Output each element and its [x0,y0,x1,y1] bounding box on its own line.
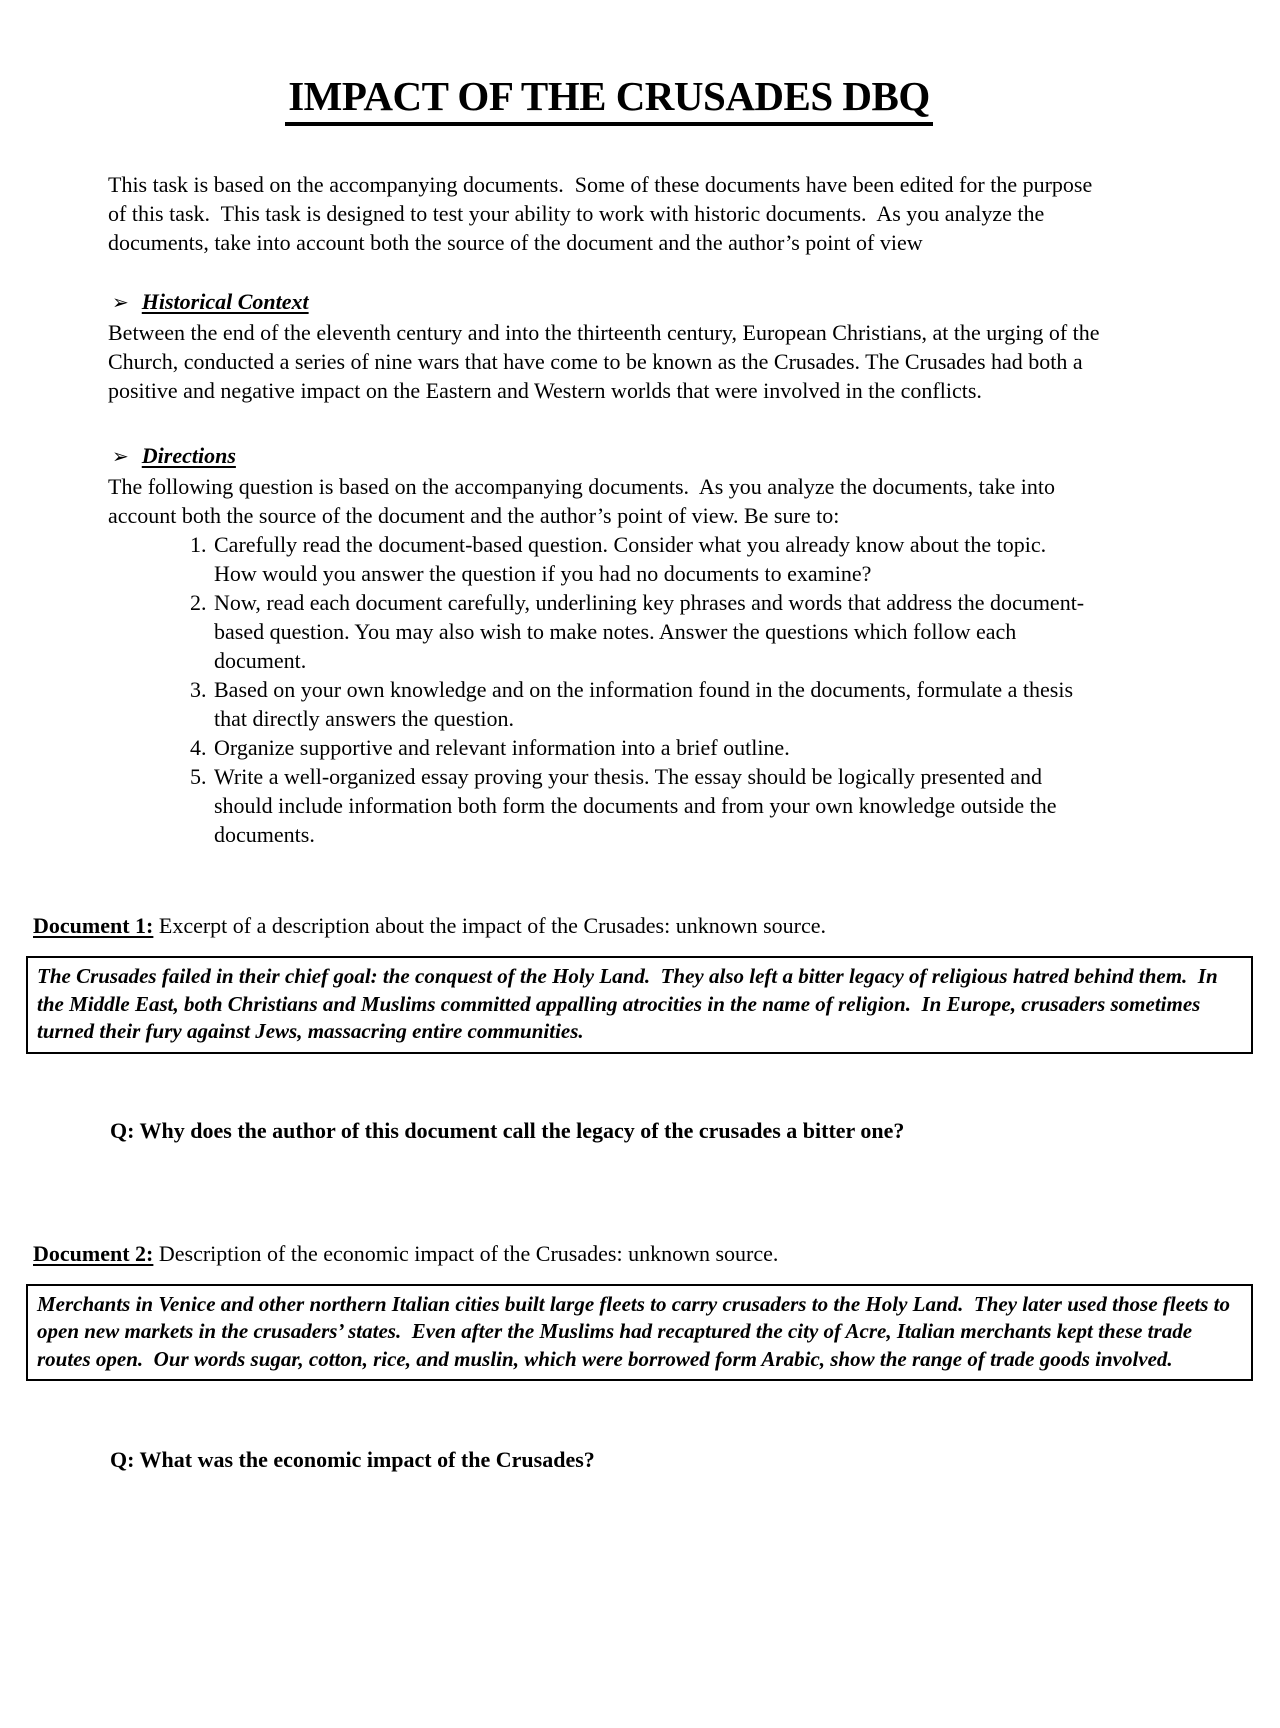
document-1-question: Q: Why does the author of this document call the legacy of the crusades a bitter one? [110,1117,905,1143]
document-1-excerpt-text: The Crusades failed in their chief goal: the conquest of the Holy Land. They also left a bitter legacy of religious hatred behind them. In the Middle East, both Christians and Muslims committed appalling atrocities in the name of religion. In Europe, crusaders sometimes turned their fury against Jews, massacring entire communities. [37,964,1223,1043]
document-2-heading [33,1239,1220,1268]
document-2-excerpt-box [26,1284,1253,1382]
directions-step-1: 1. Carefully read the document-based question. Consider what you already know about the topic. How would you answer the question if you had no documents to examine? [212,530,1090,588]
document-page [0,72,1280,1728]
historical-context-label: Historical Context [141,289,309,314]
arrow-bullet-icon: ➢ [112,292,129,314]
arrow-bullet-icon: ➢ [112,446,129,468]
directions-step-5: 5. Write a well-organized essay proving your thesis. The essay should be logically presented and should include information both form the documents and from your own knowledge outside the documents. [212,762,1090,849]
historical-context-heading [112,287,1108,318]
page-title [108,72,1110,126]
directions-label: Directions [141,443,236,468]
directions-text: The following question is based on the accompanying documents. As you analyze the documents, take into account both the source of the document and the author’s point of view. Be sure to: [108,474,1061,528]
page-title-text: IMPACT OF THE CRUSADES DBQ [285,72,933,126]
directions-step-3: 3. Based on your own knowledge and on the information found in the documents, formulate a thesis that directly answers the question. [212,675,1090,733]
directions-heading [112,441,1108,472]
directions-step-4: 4. Organize supportive and relevant information into a brief outline. [212,733,1090,762]
document-1-heading [33,911,1220,940]
directions-step-2: 2. Now, read each document carefully, underlining key phrases and words that address the document-based question. You may also wish to make notes. Answer the questions which follow each document. [212,588,1090,675]
document-1-description: Excerpt of a description about the impact of the Crusades: unknown source. [158,913,827,938]
document-2-question: Q: What was the economic impact of the Crusades? [110,1447,595,1472]
historical-context-text: Between the end of the eleventh century and into the thirteenth century, European Christians, at the urging of the Church, conducted a series of nine wars that have come to be known as the Crusades. The Crusades had both a positive and negative impact on the Eastern and Western worlds that were involved in the conflicts. [108,320,1106,403]
document-2-excerpt-text: Merchants in Venice and other northern Italian cities built large fleets to carry crusaders to the Holy Land. They later used those fleets to open new markets in the crusaders’ states. Even after the Muslims had recaptured the city of Acre, Italian merchants kept these trade routes open. Our words sugar, cotton, rice, and muslin, which were borrowed form Arabic, show the range of trade goods involved. [37,1291,1236,1371]
intro-paragraph: This task is based on the accompanying documents. Some of these documents have been edited for the purpose of this task. This task is designed to test your ability to work with historic documents. As you analyze the documents, take into account both the source of the document and the author’s point of view [108,172,1098,255]
directions-steps-list [0,530,1090,849]
document-1-label: Document 1: [33,913,154,938]
document-2-label: Document 2: [33,1240,154,1266]
document-1-excerpt-box [26,956,1253,1054]
document-2-description: Description of the economic impact of the Crusades: unknown source. [158,1240,779,1266]
